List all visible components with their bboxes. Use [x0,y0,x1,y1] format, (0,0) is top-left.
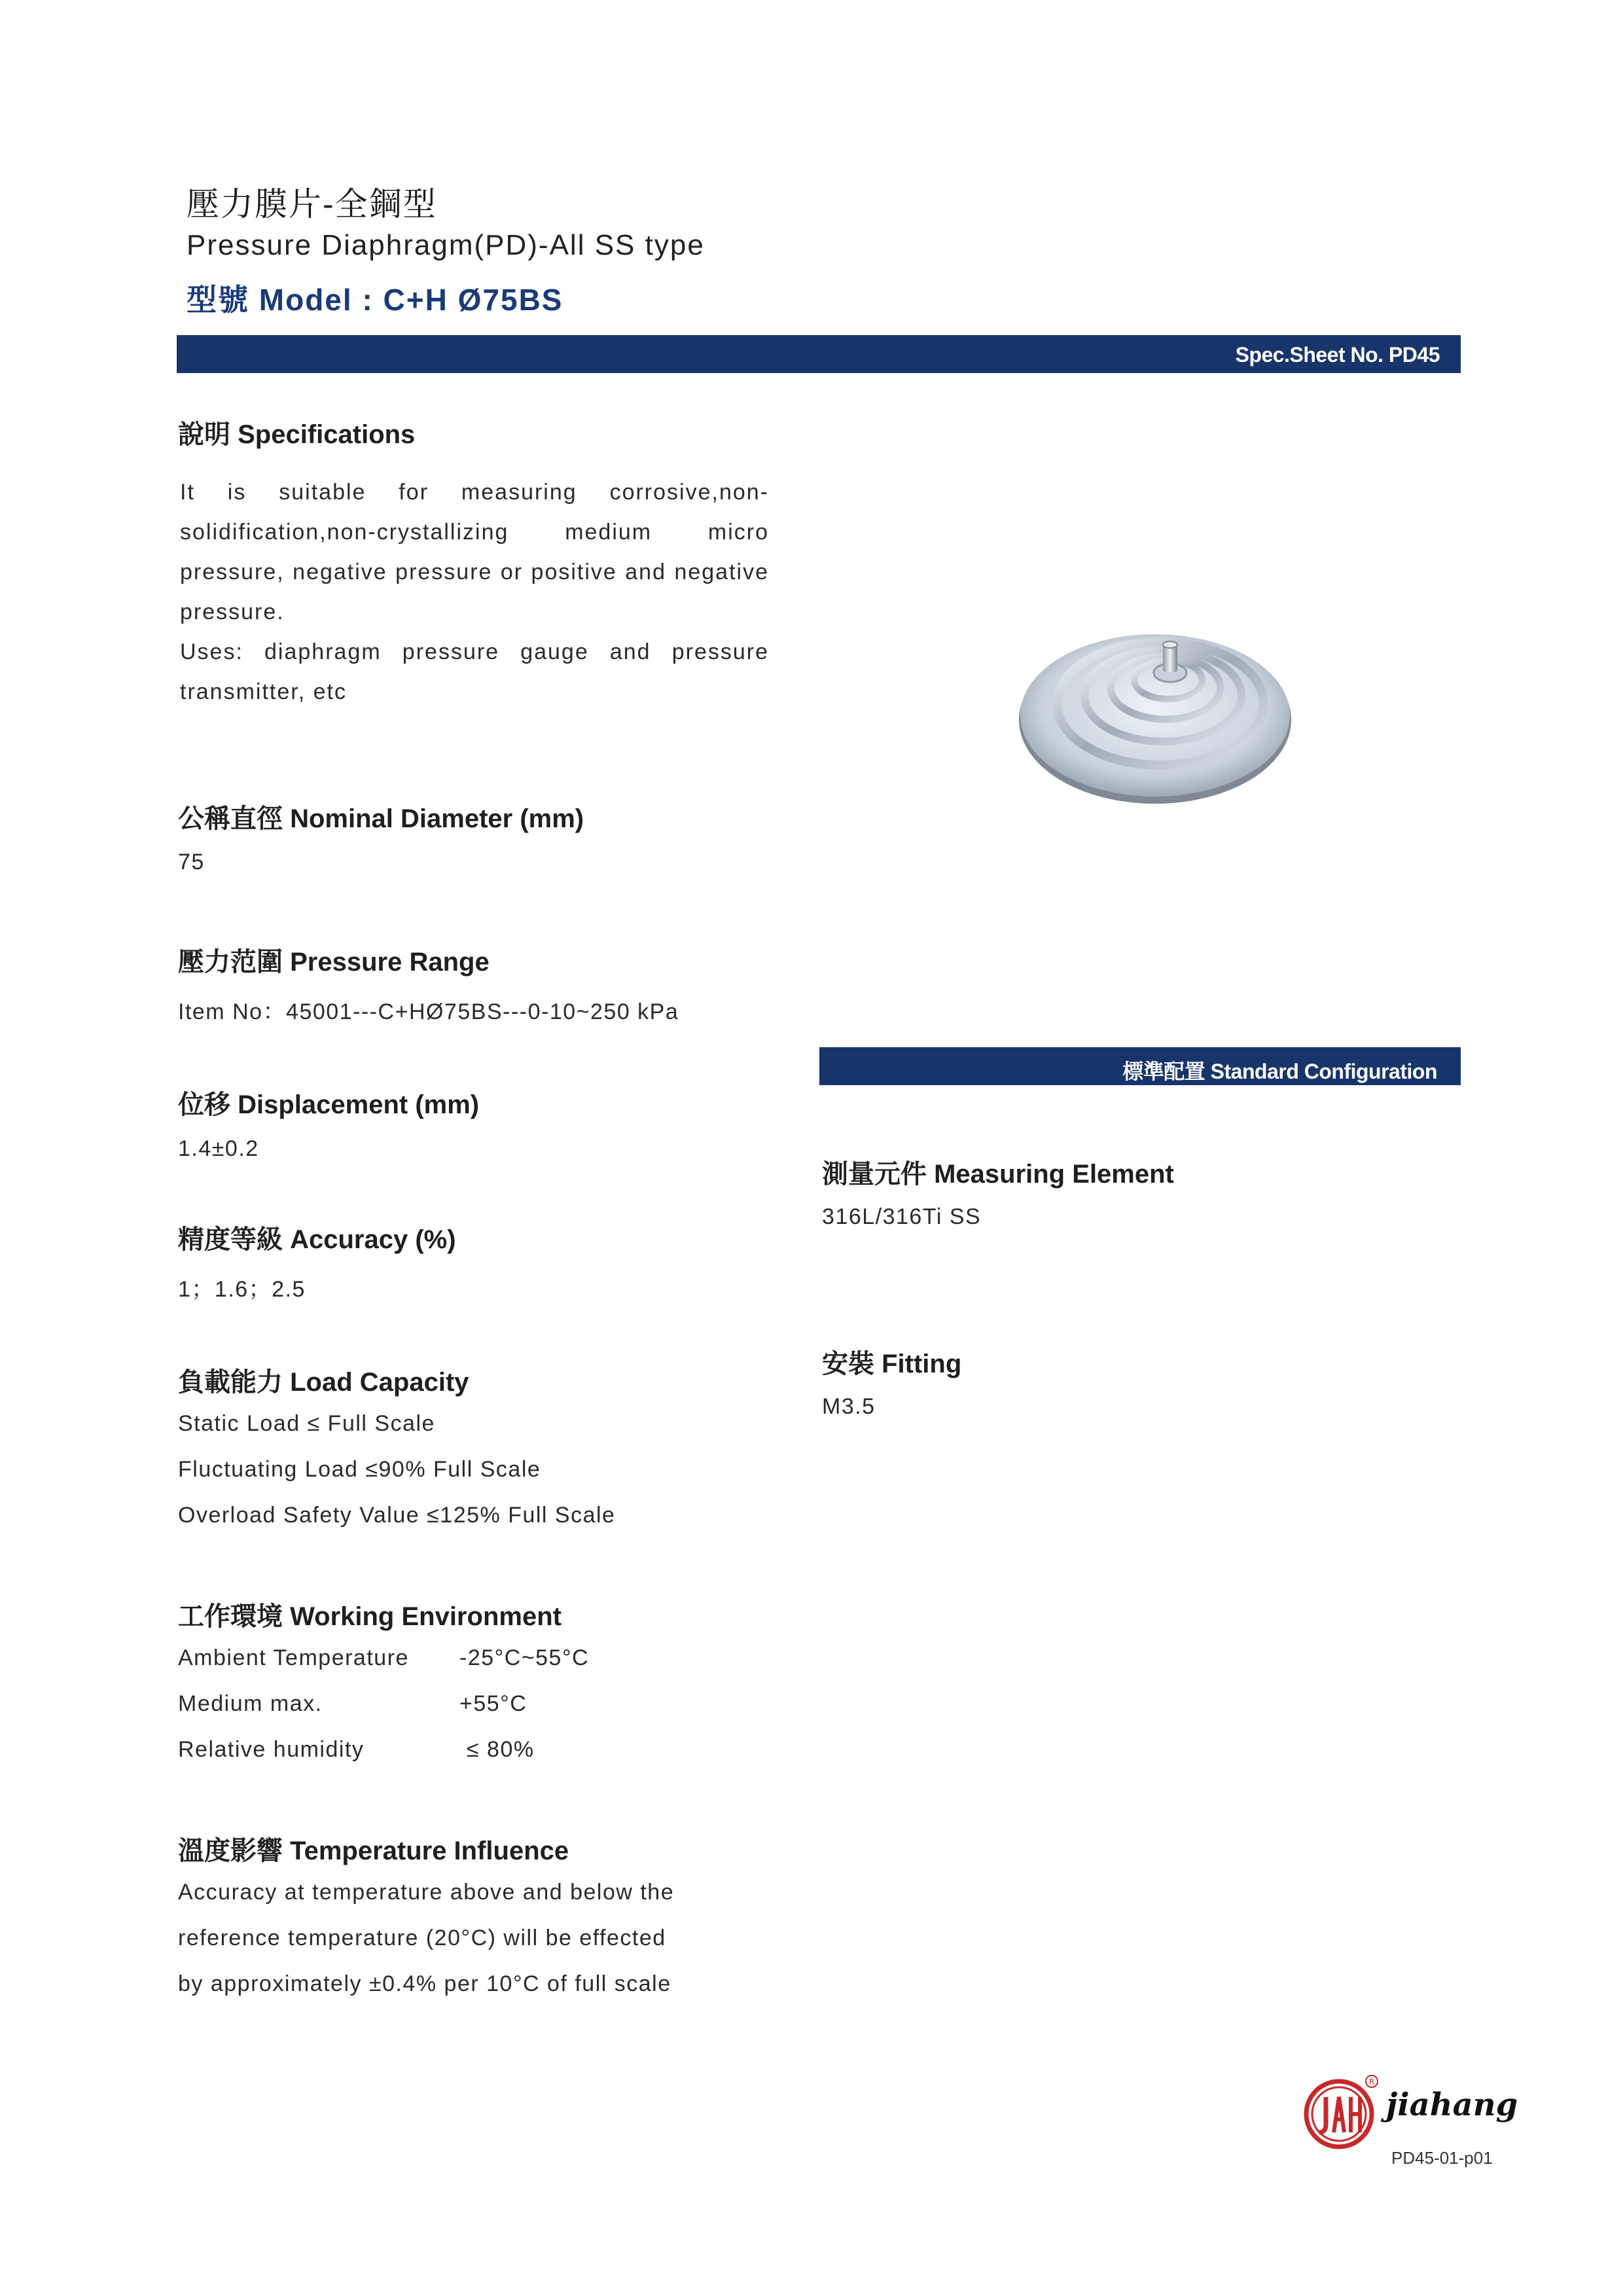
environment-row [178,1727,589,1772]
diaphragm-product-image [1011,612,1299,808]
temperature-influence-line: Accuracy at temperature above and below the [178,1880,675,1905]
working-environment-heading: 工作環境 Working Environment [178,1602,562,1631]
environment-label: Ambient Temperature [178,1645,409,1670]
accuracy-heading: 精度等級 Accuracy (%) [178,1225,456,1254]
standard-configuration-bar [819,1047,1461,1085]
page-title-cn: 壓力膜片-全鋼型 [187,186,437,223]
displacement-value: 1.4±0.2 [178,1136,259,1161]
environment-label: Relative humidity [178,1737,365,1762]
load-capacity-line: Static Load ≤ Full Scale [178,1411,435,1436]
brand-name: jiahang [1386,2087,1518,2123]
environment-value: ≤ 80% [459,1737,535,1762]
fitting-value: M3.5 [822,1394,876,1419]
spec-sheet-number: Spec.Sheet No. PD45 [1235,343,1440,367]
spec-sheet-bar [177,335,1461,373]
model-number: 型號 Model : C+H Ø75BS [187,283,563,317]
load-capacity-line: Overload Safety Value ≤125% Full Scale [178,1503,616,1528]
environment-row [178,1635,589,1681]
page-code: PD45-01-p01 [1391,2148,1493,2168]
nominal-diameter-heading: 公稱直徑 Nominal Diameter (mm) [178,804,584,833]
nominal-diameter-value: 75 [178,850,205,874]
jiahang-logo-icon [1301,2073,1380,2152]
environment-value: -25°C~55°C [459,1645,590,1670]
pressure-range-heading: 壓力范圍 Pressure Range [178,948,490,977]
environment-row [178,1681,589,1727]
load-capacity-line: Fluctuating Load ≤90% Full Scale [178,1457,541,1482]
page-title-en: Pressure Diaphragm(PD)-All SS type [187,229,705,261]
load-capacity-list [178,1401,615,1538]
measuring-element-heading: 測量元件 Measuring Element [822,1160,1174,1189]
load-capacity-heading: 負載能力 Load Capacity [178,1368,469,1397]
pressure-range-value: Item No：45001---C+HØ75BS---0-10~250 kPa [178,999,679,1024]
svg-text:R: R [1369,2077,1375,2087]
specifications-text [180,473,769,712]
environment-value: +55°C [459,1691,527,1716]
measuring-element-value: 316L/316Ti SS [822,1204,982,1229]
temperature-influence-text [178,1869,674,2007]
environment-label: Medium max. [178,1691,323,1716]
specifications-para1: It is suitable for measuring corrosive,non-solidification,non-crystallizing medium micro pressure, negative pressure or positive and negative pressure. [180,480,769,624]
specifications-heading: 說明 Specifications [178,420,416,449]
standard-configuration-label: 標準配置 Standard Configuration [1122,1060,1437,1083]
specifications-para2: Uses: diaphragm pressure gauge and pressure transmitter, etc [180,639,769,704]
temperature-influence-line: by approximately ±0.4% per 10°C of full scale [178,1971,671,1996]
temperature-influence-heading: 溫度影響 Temperature Influence [178,1837,569,1865]
displacement-heading: 位移 Displacement (mm) [178,1090,480,1119]
accuracy-value: 1；1.6；2.5 [178,1277,306,1302]
working-environment-table [178,1635,589,1772]
temperature-influence-line: reference temperature (20°C) will be effected [178,1926,666,1950]
fitting-heading: 安裝 Fitting [822,1350,962,1378]
